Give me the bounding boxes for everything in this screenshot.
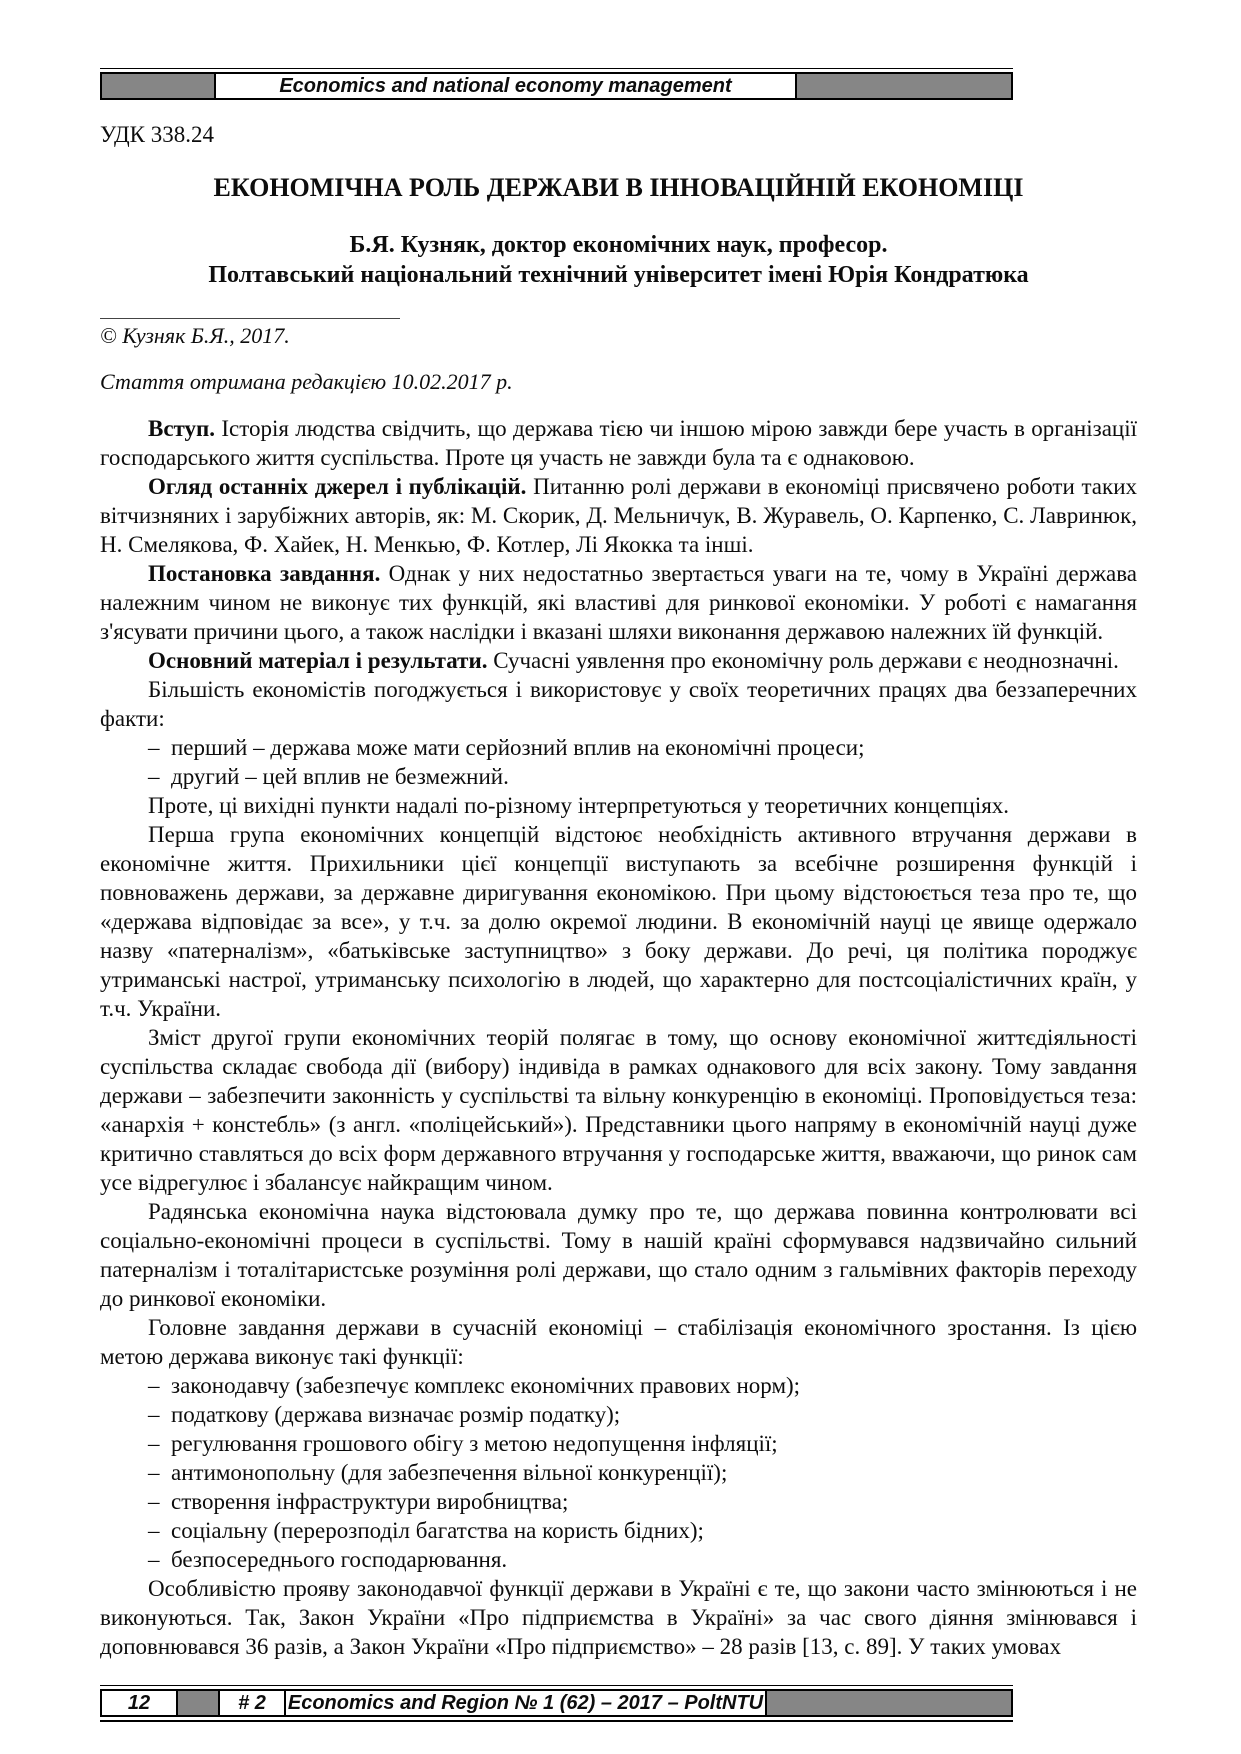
paragraph-lead-in: Вступ. (148, 416, 216, 441)
footnote-separator-rule (100, 318, 400, 319)
footer-gray-block-left (178, 1691, 220, 1715)
list-item: – законодавчу (забезпечує комплекс економічних правових норм); (148, 1373, 801, 1398)
article-authors: Б.Я. Кузняк, доктор економічних наук, професор. (349, 232, 888, 258)
list-item: – соціальну (перерозподіл багатства на користь бідних); (148, 1518, 704, 1543)
article-affiliation: Полтавський національний технічний університет імені Юрія Кондратюка (208, 262, 1029, 288)
list-item: – створення інфраструктури виробництва; (148, 1489, 569, 1514)
list-item: – податкову (держава визначає розмір податку); (148, 1402, 621, 1427)
header-left-gray-block (102, 74, 216, 98)
article-body (100, 414, 1137, 1661)
list-item: – регулювання грошового обігу з метою недопущення інфляції; (148, 1431, 778, 1456)
paragraph: Перша група економічних концепцій відстоює необхідність активного втручання держави в економічне життя. Прихильники цієї концепції виступають за всебічне розширення функцій і повноважень держави, за державне диригування економікою. При цьому відстоюється теза про те, що «держава відповідає за все», у т.ч. за долю окремої людини. В економічній науці це явище одержало назву «патерналізм», «батьківське заступництво» з боку держави. До речі, ця політика породжує утриманські настрої, утриманську психологію в людей, що характерно для постсоціалістичних країн, у т.ч. України. (100, 822, 1137, 1021)
header-bar (100, 72, 1013, 100)
paragraph: Головне завдання держави в сучасній економіці – стабілізація економічного зростання. Із цією метою держава виконує такі функції: (100, 1315, 1137, 1369)
paragraph: Основний матеріал і результати. Сучасні уявлення про економічну роль держави є неоднозначні. (148, 648, 1119, 673)
journal-citation-line: Economics and Region № 1 (62) – 2017 – PoltNTU (286, 1691, 767, 1715)
paragraph-lead-in: Огляд останніх джерел і публікацій. (148, 474, 527, 499)
page-footer (100, 1685, 1013, 1722)
udc-code: УДК 338.24 (100, 122, 214, 147)
list-item: – другий – цей вплив не безмежний. (148, 764, 509, 789)
paragraph-lead-in: Постановка завдання. (148, 561, 381, 586)
page-header (100, 68, 1013, 100)
paragraph-lead-in: Основний матеріал і результати. (148, 648, 488, 673)
list-item: – безпосереднього господарювання. (148, 1547, 508, 1572)
issue-number: # 2 (220, 1691, 286, 1715)
received-date-line: Стаття отримана редакцією 10.02.2017 р. (100, 369, 513, 394)
page-number: 12 (102, 1691, 178, 1715)
paragraph: Зміст другої групи економічних теорій полягає в тому, що основу економічної життєдіяльності суспільства складає свобода дії (вибору) індивіда в рамках однакового для всіх закону. Тому завдання держави – забезпечити законність у суспільстві та вільну конкуренцію в економіці. Проповідується теза: «анархія + констебль» (з англ. «поліцейський»). Представники цього напряму в економічній науці дуже критично ставляться до всіх форм державного втручання у господарське життя, вважаючи, що ринок сам усе відрегулює і збалансує найкращим чином. (100, 1025, 1137, 1195)
paragraph: Постановка завдання. Однак у них недостатньо звертається уваги на те, чому в Україні держава належним чином не виконує тих функцій, які властиві для ринкової економіки. У роботі є намагання з'ясувати причини цього, а також наслідки і вказані шляхи виконання державою належних їй функцій. (100, 561, 1138, 644)
article-title: ЕКОНОМІЧНА РОЛЬ ДЕРЖАВИ В ІННОВАЦІЙНІЙ ЕКОНОМІЦІ (213, 173, 1024, 202)
paragraph: Особливістю прояву законодавчої функції держави в Україні є те, що закони часто змінюються і не виконуються. Так, Закон України «Про підприємства в Україні» за час свого діяння змінювався і доповнювався 36 разів, а Закон України «Про підприємство» – 28 разів [13, с. 89]. У таких умовах (100, 1576, 1137, 1659)
journal-section-title: Economics and national economy management (279, 75, 732, 97)
footer-bottom-rule (100, 1720, 1013, 1722)
footer-bar (100, 1689, 1013, 1717)
footer-gray-block-right (767, 1691, 1011, 1715)
copyright-line: © Кузняк Б.Я., 2017. (100, 323, 290, 348)
article (100, 122, 1137, 1661)
paragraph: Проте, ці вихідні пункти надалі по-різному інтерпретуються у теоретичних концепціях. (148, 793, 1010, 818)
list-item: – перший – держава може мати серйозний вплив на економічні процеси; (148, 735, 865, 760)
paragraph: Більшість економістів погоджується і використовує у своїх теоретичних працях два беззаперечних факти: (100, 677, 1137, 731)
paragraph: Вступ. Історія людства свідчить, що держава тією чи іншою мірою завжди бере участь в організації господарського життя суспільства. Проте ця участь не завжди була та є однаковою. (100, 416, 1137, 470)
header-right-gray-block (795, 74, 1011, 98)
paragraph: Радянська економічна наука відстоювала думку про те, що держава повинна контролювати всі соціально-економічні процеси в суспільстві. Тому в нашій країні сформувався надзвичайно сильний патерналізм і тоталітаристське розуміння ролі держави, що стало одним з гальмівних факторів переходу до ринкової економіки. (100, 1199, 1137, 1311)
list-item: – антимонопольну (для забезпечення вільної конкуренції); (148, 1460, 728, 1485)
paragraph: Огляд останніх джерел і публікацій. Питанню ролі держави в економіці присвячено роботи таких вітчизняних і зарубіжних авторів, як: М. Скорик, Д. Мельничук, В. Журавель, О. Карпенко, С. Лавринюк, Н. Смелякова, Ф. Хайек, Н. Менкью, Ф. Котлер, Лі Якокка та інші. (100, 474, 1138, 557)
